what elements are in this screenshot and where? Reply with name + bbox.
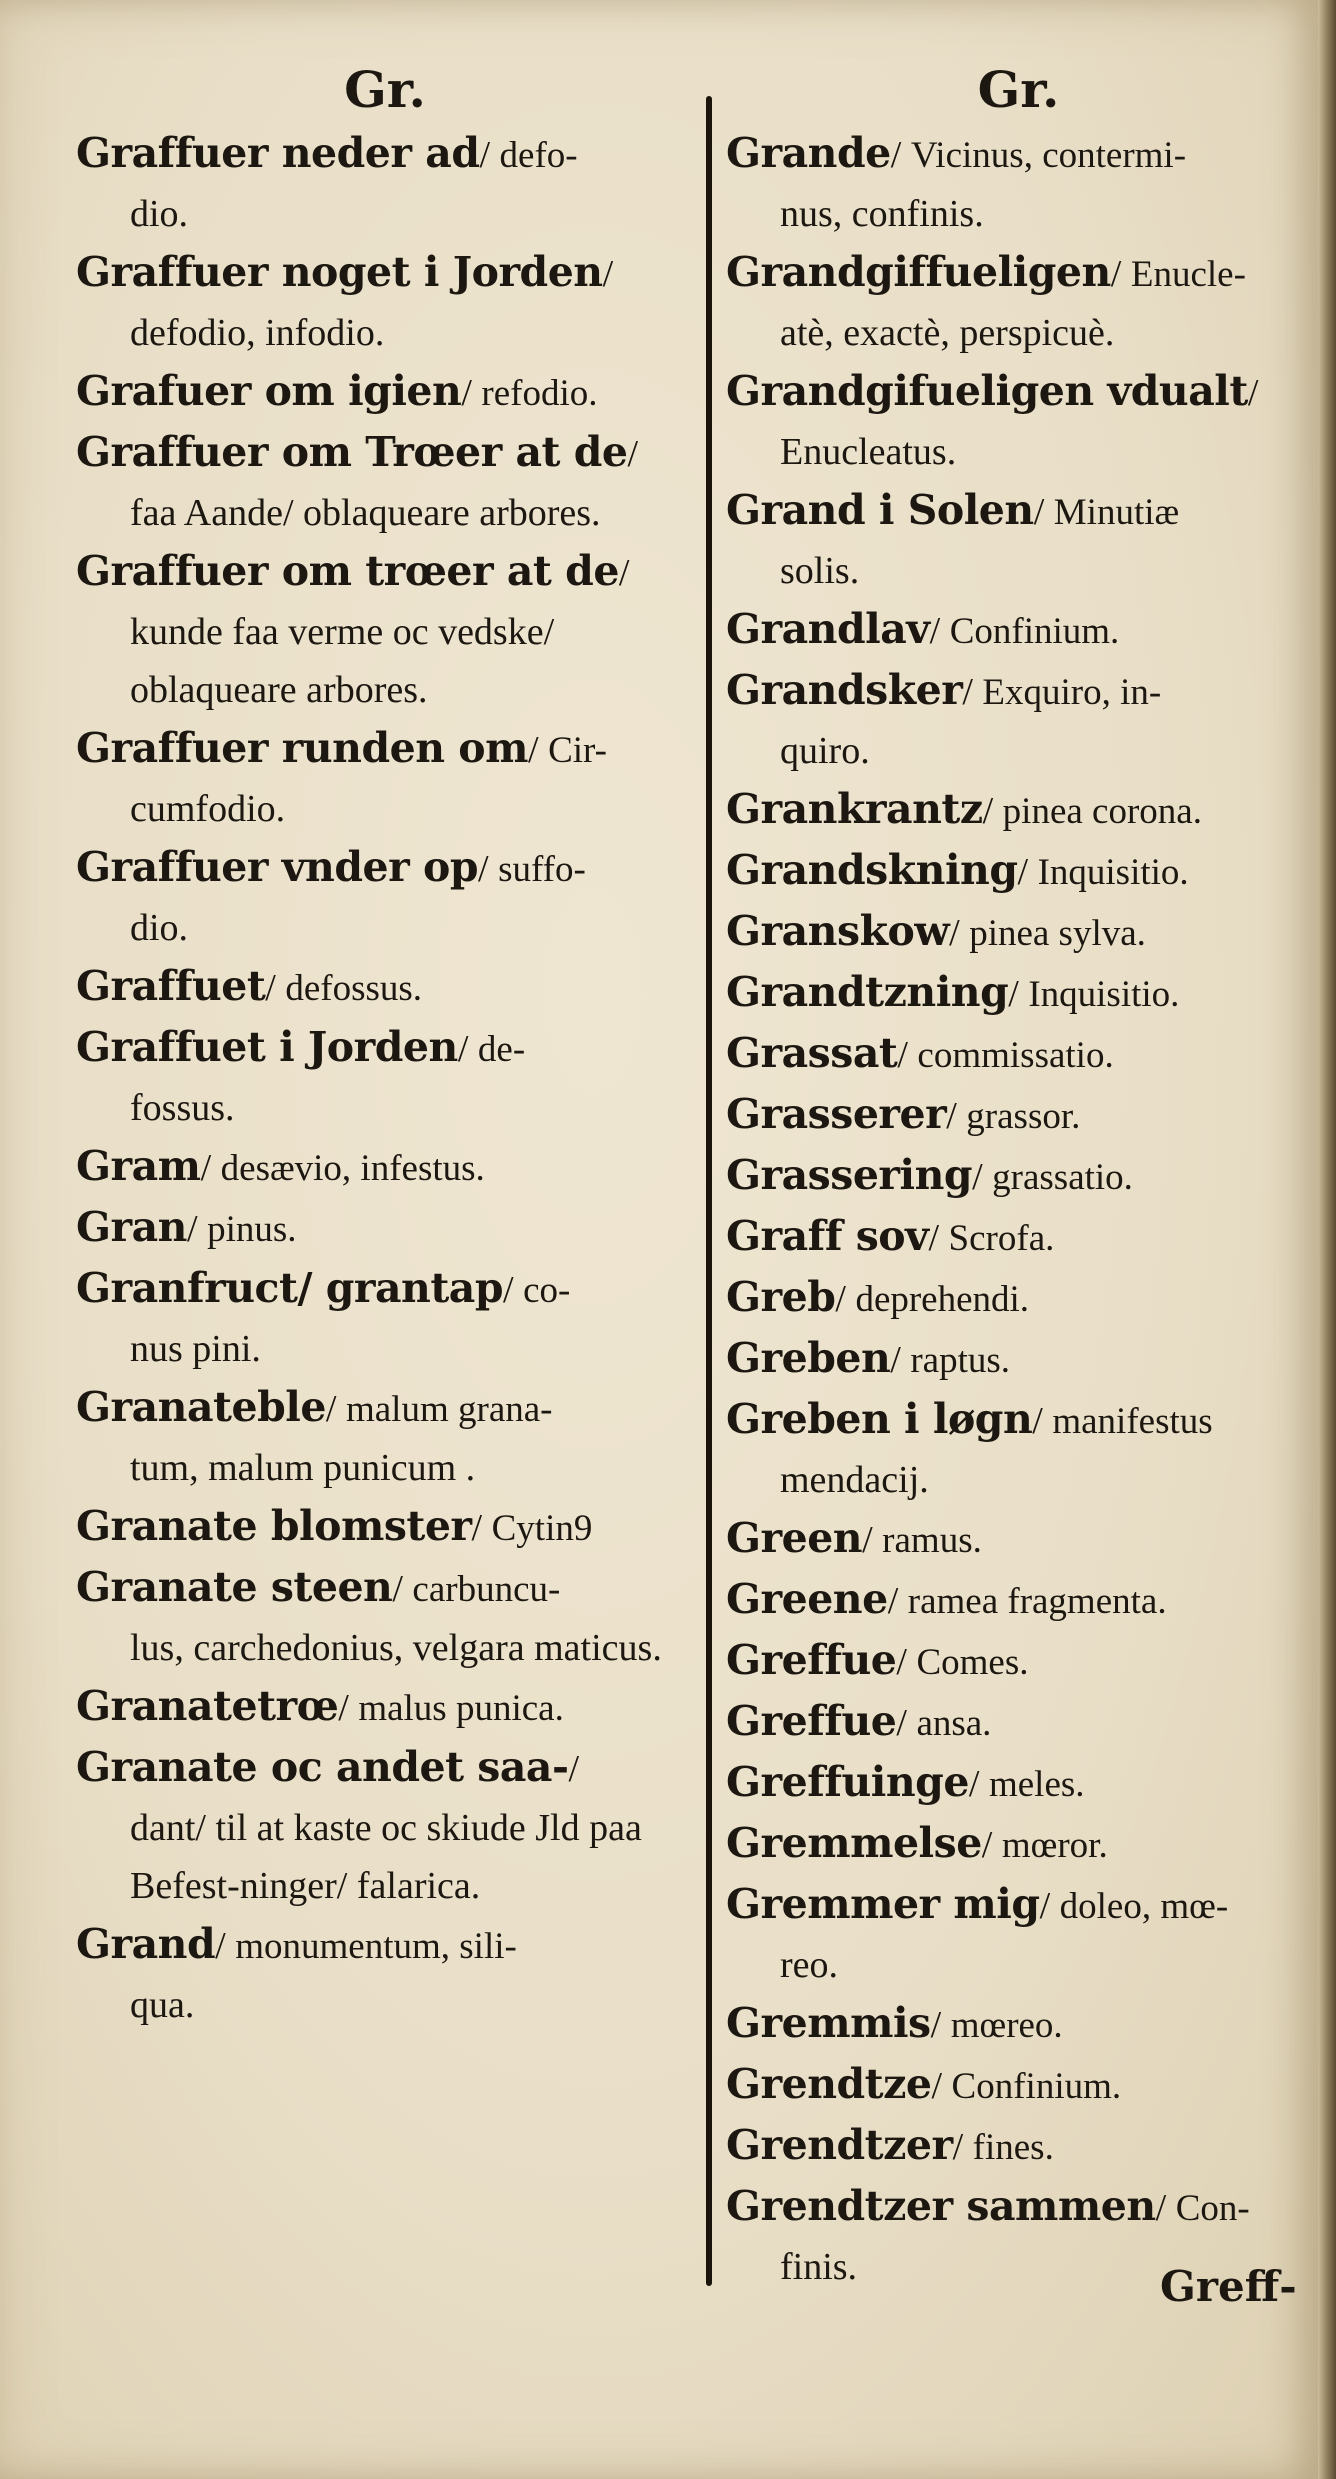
entry-term: Greffue [726,1636,897,1684]
entry-definition: mœror. [1001,1825,1108,1866]
dictionary-entry [76,542,694,719]
entry-term: Greene [726,1575,888,1623]
entry-term: Grassering [726,1151,973,1199]
entry-continuation: reo. [780,1944,839,1986]
dictionary-entry [76,362,694,423]
dictionary-entry [76,1378,694,1497]
entry-term: Gremmelse [726,1819,982,1867]
entry-separator: / [1155,2187,1176,2229]
entry-definition: commissatio. [917,1035,1114,1076]
entry-term: Graffuer om Trœer at de [76,428,628,476]
dictionary-entry [726,1207,1311,1268]
entry-continuation: atè, exactè, perspicuè. [780,312,1115,354]
entry-continuation: quiro. [780,730,870,772]
entry-term: Gremmis [726,1999,931,2047]
entry-term: Grandskning [726,846,1018,894]
entry-separator: / [528,729,549,771]
dictionary-entry [76,838,694,957]
entry-term: Graffuer vnder op [76,843,479,891]
dictionary-entry [76,1259,694,1378]
entry-term: Grandgiffueligen [726,248,1111,296]
entry-definition: manifestus [1052,1401,1213,1442]
entry-term: Graffuer runden om [76,724,529,772]
dictionary-entry [76,1677,694,1738]
entry-separator: / [338,1687,359,1729]
entry-continuation: nus, confinis. [780,193,984,235]
entry-separator: / [1017,851,1038,893]
entry-separator: / [200,1147,221,1189]
entry-separator: / [930,2004,951,2046]
dictionary-entry [76,423,694,542]
dictionary-entry [726,1631,1311,1692]
dictionary-entry [726,963,1311,1024]
column-divider [706,96,712,2286]
entry-definition: de- [477,1029,526,1070]
dictionary-entry [76,957,694,1018]
dictionary-entry [726,1146,1311,1207]
right-column [726,60,1311,2296]
entry-term: Granate steen [76,1563,393,1611]
entry-separator: / [627,433,639,475]
entry-term: Grandsker [726,666,963,714]
entry-separator: / [929,610,950,652]
entry-term: Graffuet i Jorden [76,1023,458,1071]
entry-definition: Cytin9 [491,1508,593,1549]
dictionary-entry [726,1509,1311,1570]
dictionary-entry [726,1268,1311,1329]
entry-definition: ramea fragmenta. [907,1581,1167,1622]
entry-term: Gran [76,1203,187,1251]
entry-separator: / [835,1278,856,1320]
entry-separator: / [471,1507,492,1549]
entry-separator: / [503,1269,524,1311]
right-column-header: Gr. [977,60,1060,119]
entry-definition: Vicinus, contermi- [910,135,1187,176]
dictionary-entry [726,1875,1311,1994]
dictionary-entry [76,124,694,243]
dictionary-entry [726,1570,1311,1631]
entry-term: Granfruct/ grantap [76,1264,504,1312]
entry-separator: / [265,967,286,1009]
entry-definition: Minutiæ [1053,492,1180,533]
entry-separator: / [457,1028,478,1070]
entry-term: Green [726,1514,863,1562]
entry-separator: / [890,1339,911,1381]
dictionary-entry [726,600,1311,661]
entry-definition: refodio. [481,373,598,414]
dictionary-entry [76,1497,694,1558]
entry-term: Granskow [726,907,950,955]
dictionary-entry [726,1024,1311,1085]
dictionary-entry [76,1738,694,1915]
entry-continuation: cumfodio. [130,788,286,830]
entry-term: Greffuinge [726,1758,969,1806]
left-column [76,60,694,2034]
dictionary-entry [726,780,1311,841]
dictionary-entry [726,1753,1311,1814]
entry-definition: Con- [1175,2188,1250,2229]
entry-term: Graffuet [76,962,266,1010]
entry-definition: Confinium. [949,611,1120,652]
entry-definition: defo- [499,135,578,176]
entry-definition: mœreo. [950,2005,1063,2046]
entry-separator: / [461,372,482,414]
dictionary-entry [726,661,1311,780]
dictionary-entry [76,719,694,838]
dictionary-entry [726,362,1311,481]
dictionary-entry [76,1915,694,2034]
entry-term: Greben [726,1334,891,1382]
entry-term: Greb [726,1273,836,1321]
dictionary-entry [76,1558,694,1677]
dictionary-entry [726,1085,1311,1146]
entry-continuation: Enucleatus. [780,431,957,473]
dictionary-entry [76,1137,694,1198]
dictionary-entry [726,841,1311,902]
entry-continuation: lus, carchedonius, velgara maticus. [130,1627,662,1669]
dictionary-entry [76,1018,694,1137]
left-column-header: Gr. [344,60,426,119]
dictionary-entry [726,1994,1311,2055]
dictionary-entry [726,2116,1311,2177]
entry-definition: defossus. [285,968,423,1009]
entry-term: Graffuer om trœer at de [76,547,619,595]
entry-term: Grandgifueligen vdualt [726,367,1248,415]
entry-definition: Confinium. [951,2066,1122,2107]
entry-separator: / [325,1388,346,1430]
dictionary-entry [726,1814,1311,1875]
dictionary-entry [726,1692,1311,1753]
dictionary-entry [726,124,1311,243]
entry-definition: doleo, mœ- [1059,1886,1229,1927]
entry-term: Grendtzer [726,2121,953,2169]
entry-definition: grassatio. [992,1157,1133,1198]
entry-definition: ansa. [916,1703,992,1744]
entry-definition: malus punica. [358,1688,564,1729]
entry-term: Granatetrœ [76,1682,339,1730]
entry-definition: ramus. [882,1520,982,1561]
dictionary-entry [726,2055,1311,2116]
entry-separator: / [972,1156,993,1198]
entry-separator: / [187,1208,208,1250]
catchword: Greff- [1160,2262,1297,2311]
entry-term: Gremmer mig [726,1880,1040,1928]
entry-definition: raptus. [910,1340,1011,1381]
dictionary-entry [726,1329,1311,1390]
entry-definition: Inquisitio. [1037,852,1189,893]
entry-definition: desævio, infestus. [220,1148,485,1189]
entry-term: Grasserer [726,1090,947,1138]
entry-separator: / [887,1580,908,1622]
entry-term: Grande [726,129,891,177]
entry-separator: / [946,1095,967,1137]
entry-definition: deprehendi. [855,1279,1030,1320]
entry-separator: / [952,2126,973,2168]
entry-separator: / [968,1763,989,1805]
entry-definition: grassor. [966,1096,1081,1137]
entry-separator: / [1039,1885,1060,1927]
entry-separator: / [1032,1400,1053,1442]
entry-separator: / [1247,372,1259,414]
entry-continuation: dio. [130,907,189,949]
entry-definition: fines. [972,2127,1054,2168]
entry-definition: meles. [988,1764,1085,1805]
entry-separator: / [568,1748,580,1790]
entry-definition: Cir- [548,730,607,771]
entry-separator: / [478,848,499,890]
entry-continuation: dio. [130,193,189,235]
entry-definition: suffo- [498,849,586,890]
entry-continuation: nus pini. [130,1328,261,1370]
entry-definition: malum grana- [345,1389,553,1430]
dictionary-entry [726,1390,1311,1509]
entry-separator: / [392,1568,413,1610]
entry-term: Graff sov [726,1212,929,1260]
entry-separator: / [862,1519,883,1561]
entry-definition: carbuncu- [412,1569,561,1610]
dictionary-entry [76,1198,694,1259]
entry-term: Grassat [726,1029,898,1077]
entry-term: Grendtzer sammen [726,2182,1156,2230]
entry-term: Graffuer neder ad [76,129,480,177]
entry-separator: / [896,1702,917,1744]
entry-separator: / [931,2065,952,2107]
entry-continuation: defodio, infodio. [130,312,385,354]
entry-continuation: dant/ til at kaste oc skiude Jld paa Befest-ninger/ falarica. [130,1807,642,1907]
entry-separator: / [981,1824,1002,1866]
entry-separator: / [896,1641,917,1683]
left-entries [76,124,694,2034]
page-edge [1318,0,1336,2479]
entry-term: Grandtzning [726,968,1009,1016]
entry-separator: / [949,912,970,954]
entry-separator: / [1033,491,1054,533]
entry-separator: / [1110,253,1131,295]
entry-separator: / [618,552,630,594]
entry-term: Graffuer noget i Jorden [76,248,603,296]
dictionary-entry [76,243,694,362]
entry-definition: Comes. [916,1642,1029,1683]
entry-definition: Enucle- [1130,254,1246,295]
entry-term: Granate blomster [76,1502,472,1550]
entry-term: Grand [76,1920,216,1968]
entry-separator: / [928,1217,949,1259]
entry-separator: / [982,790,1003,832]
entry-term: Greben i løgn [726,1395,1033,1443]
entry-continuation: solis. [780,550,860,592]
entry-separator: / [215,1925,236,1967]
entry-definition: pinea sylva. [969,913,1146,954]
entry-separator: / [897,1034,918,1076]
entry-definition: Exquiro, in- [982,672,1162,713]
entry-definition: monumentum, sili- [235,1926,517,1967]
entry-term: Grand i Solen [726,486,1034,534]
entry-continuation: kunde faa verme oc vedske/ oblaqueare arbores. [130,611,555,711]
entry-term: Grendtze [726,2060,932,2108]
dictionary-entry [726,902,1311,963]
entry-term: Grafuer om igien [76,367,462,415]
entry-term: Granateble [76,1383,326,1431]
entry-separator: / [1008,973,1029,1015]
entry-continuation: mendacij. [780,1459,929,1501]
entry-continuation: tum, malum punicum . [130,1447,476,1489]
entry-term: Gram [76,1142,201,1190]
entry-separator: / [479,134,500,176]
entry-definition: co- [523,1270,571,1311]
right-entries [726,124,1311,2296]
entry-term: Granate oc andet saa- [76,1743,569,1791]
dictionary-entry [726,481,1311,600]
entry-continuation: finis. [780,2246,858,2288]
entry-separator: / [602,253,614,295]
entry-continuation: qua. [130,1984,195,2026]
entry-term: Grandlav [726,605,930,653]
entry-definition: Scrofa. [948,1218,1055,1259]
entry-definition: pinea corona. [1002,791,1202,832]
entry-term: Grankrantz [726,785,983,833]
entry-term: Greffue [726,1697,897,1745]
entry-separator: / [962,671,983,713]
entry-continuation: faa Aande/ oblaqueare arbores. [130,492,601,534]
dictionary-entry [726,243,1311,362]
entry-definition: pinus. [207,1209,297,1250]
entry-definition: Inquisitio. [1028,974,1180,1015]
entry-separator: / [890,134,911,176]
entry-continuation: fossus. [130,1087,235,1129]
